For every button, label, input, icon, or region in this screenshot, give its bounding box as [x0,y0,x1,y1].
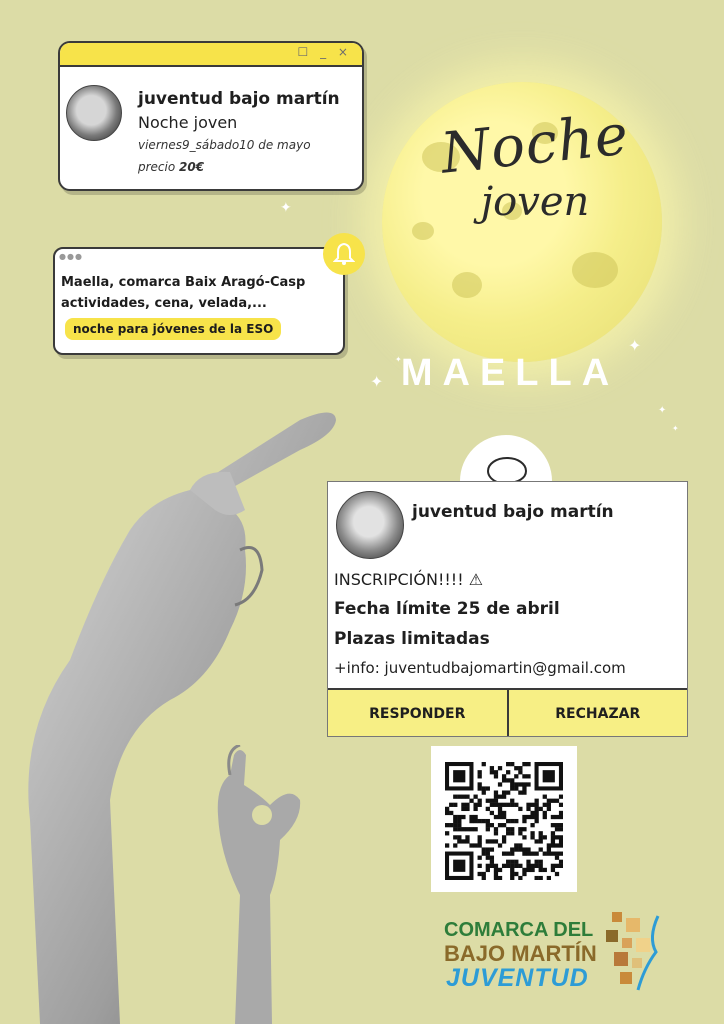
deadline-text: Fecha límite 25 de abril [334,599,560,619]
event-dates: viernes9_sábado10 de mayo [138,138,311,152]
bell-icon[interactable] [323,233,365,275]
title-line-joven: joven [480,179,590,225]
event-title-script [420,102,650,226]
place-title: MAELLA [400,352,620,394]
sparkle-icon: ✦ [395,355,402,364]
audience-badge: noche para jóvenes de la ESO [65,318,281,340]
location-text: Maella, comarca Baix Aragó-Casp [61,275,306,290]
places-text: Plazas limitadas [334,629,490,649]
username: juventud bajo martín [412,502,614,522]
sparkle-icon: ✦ [672,424,679,433]
respond-button[interactable]: RESPONDER [369,706,466,722]
price-value: 20€ [179,160,205,174]
card-actions [328,688,687,737]
sparkle-icon: ✦ [280,200,292,216]
avatar [336,491,404,559]
reject-button[interactable]: RECHAZAR [507,690,688,737]
username: juventud bajo martín [138,89,340,109]
window-controls-icon[interactable]: ☐ _ × [297,45,352,59]
event-price [138,160,204,174]
avatar [66,85,122,141]
sparkle-icon: ✦ [658,405,667,416]
window-dots-icon: ●●● [59,252,83,261]
registration-card [327,481,688,737]
inscription-text: INSCRIPCIÓN!!!! ⚠ [334,570,484,589]
qr-code-icon[interactable] [431,746,577,892]
contact-email[interactable]: +info: juventudbajomartin@gmail.com [334,659,626,677]
sparkle-icon: ✦ [628,336,642,355]
title-line-noche: Noche [437,102,632,187]
event-window-card [58,41,364,191]
activities-text: actividades, cena, velada,... [61,296,267,311]
event-name: Noche joven [138,113,238,132]
window-titlebar [60,43,362,67]
sparkle-icon: ✦ [370,372,384,391]
ok-hand-illustration [200,745,310,1024]
logo-line-3: JUVENTUD [446,964,589,992]
logo-line-2: BAJO MARTÍN [444,941,597,966]
logo-line-1: COMARCA DEL [444,919,594,941]
info-card [53,247,345,355]
price-label: precio [138,160,180,174]
logo-emblem-icon [600,908,670,998]
